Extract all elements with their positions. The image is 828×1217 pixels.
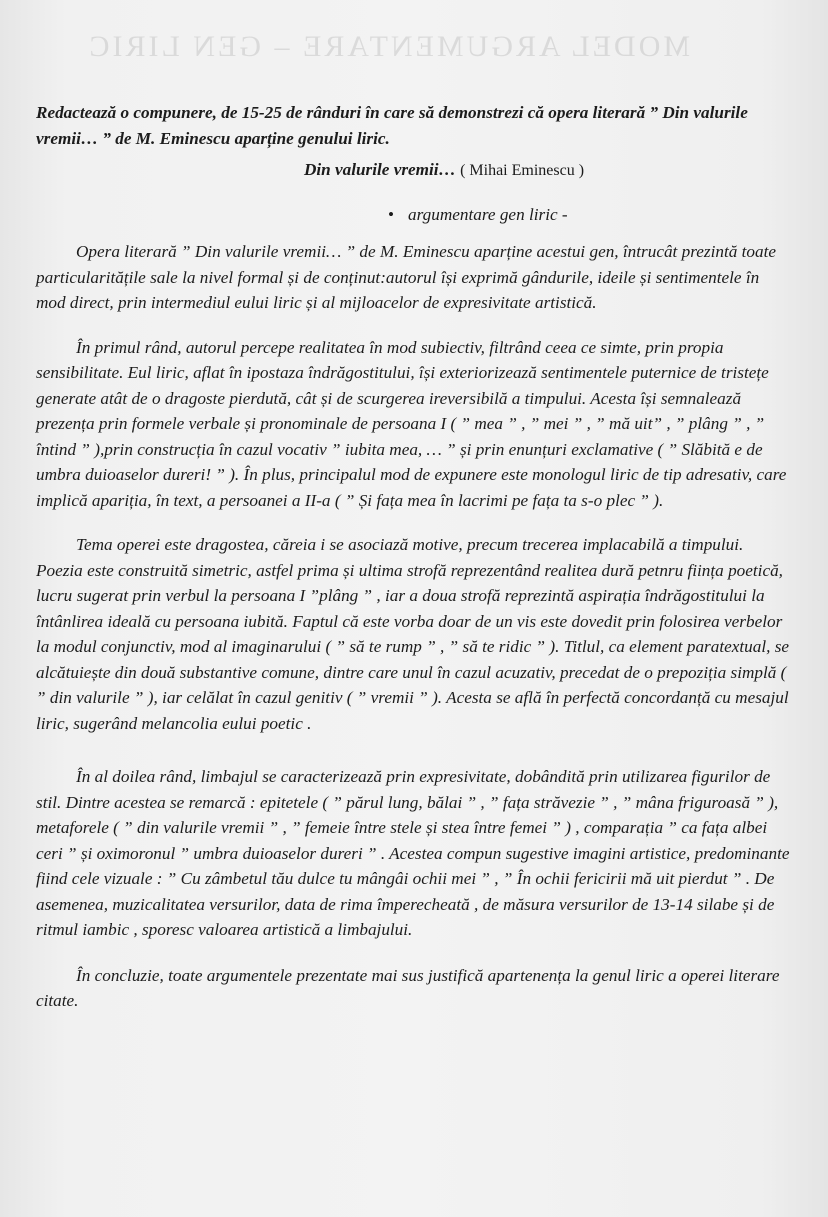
bullet-text: argumentare gen liric - [408,204,568,224]
poem-author: ( Mihai Eminescu ) [460,162,585,179]
task-statement: Redactează o compunere, de 15-25 de rânduri în care să demonstrezi că opera literară ” Din valurile vremii… ” de M. Eminescu aparține genului liric. [36,103,748,148]
poem-title: Din valurile vremii… [303,160,456,179]
paragraph-intro: Opera literară ” Din valurile vremii… ” de M. Eminescu aparține acestui gen, întrucât prezintă toate particularitățile sale la nivel formal și de conținut:autorul își exprimă gândurile, ideile și sentimentele în mod direct, prin intermediul eului liric și al mijloacelor de expresivitate artistică. [36,242,776,312]
bullet-dot-icon: • [388,204,395,224]
paragraph-second-argument: În al doilea rând, limbajul se caracterizează prin expresivitate, dobândită prin utilizarea figurilor de stil. Dintre acestea se remarcă : epitetele ( ” părul lung, bălai ” , ” fața străvezie ” , ” mâna friguroasă ” ), metaforele ( ” din valurile vremii ” , ” femeie între stele și stea între femei ” ) , comparația ” ca fața albei ceri ” și oximoronul ” umbra duioaselor dureri ” . Acestea compun sugestive imagini artistice, predominante fiind cele vizuale : ” Cu zâmbetul tău dulce tu mângâi ochii mei ” , ” În ochii fericirii mă uit pierdut ” . De asemenea, muzicalitatea versurilor, data de rima împerecheată , de măsura versurilor de 13-14 silabe și de ritmul iambic , sporesc valoarea artistică a limbajului. [36,767,790,939]
paragraph-conclusion: În concluzie, toate argumentele prezentate mai sus justifică apartenența la genul liric a operei literare citate. [36,965,780,1010]
paragraph-theme: Tema operei este dragostea, căreia i se asociază motive, precum trecerea implacabilă a timpului. Poezia este construită simetric, astfel prima și ultima strofă reprezentând realitea dură petnru ființa poetică, lucru sugerat prin verbul la persoana I ”plâng ” , iar a doua strofă reprezintă aspirația îndrăgostitului la întânlirea ideală cu persoana iubită. Faptul că este vorba doar de un vis este dovedit prin folosirea verbelor la modul conjunctiv, mod al imaginarului ( ” să te rump ” , ” să te ridic ” ). Titlul, ca element paratextual, se alcătuiește din două substantive comune, dintre care unul în cazul acuzativ, precedat de o prepoziția simplă ( ” din valurile ” ), iar celălat în cazul genitiv ( ” vremii ” ). Acesta se află în perfectă concordanță cu mesajul liric, sugerând melancolia eului poetic . [36,535,790,733]
poem-subtitle [96,157,792,184]
document-body [36,100,792,1014]
bleed-through-heading: MODEL ARGUMENTARE – GEN LIRIC [86,30,690,63]
paragraph-first-argument: În primul rând, autorul percepe realitatea în mod subiectiv, filtrând ceea ce simte, prin propia sensibilitate. Eul liric, aflat în ipostaza îndrăgostitului, își exteriorizează sentimentele puternice de tristețe generate atât de o dragoste pierdută, cât și de scurgerea ireversibilă a timpului. Acesta își semnalează prezența prin formele verbale și pronominale de persoana I ( ” mea ” , ” mei ” , ” mă uit” , ” plâng ” , ” întind ” ),prin construcția în cazul vocativ ” iubita mea, … ” și prin enunțuri exclamative ( ” Slăbită e de umbra duioaselor dureri! ” ). În plus, principalul mod de expunere este monologul liric de tip adresativ, care implică apariția, în text, a persoanei a II-a ( ” Și fața mea în lacrimi pe fața ta s-o plec ” ). [36,337,787,510]
section-bullet [388,202,792,228]
